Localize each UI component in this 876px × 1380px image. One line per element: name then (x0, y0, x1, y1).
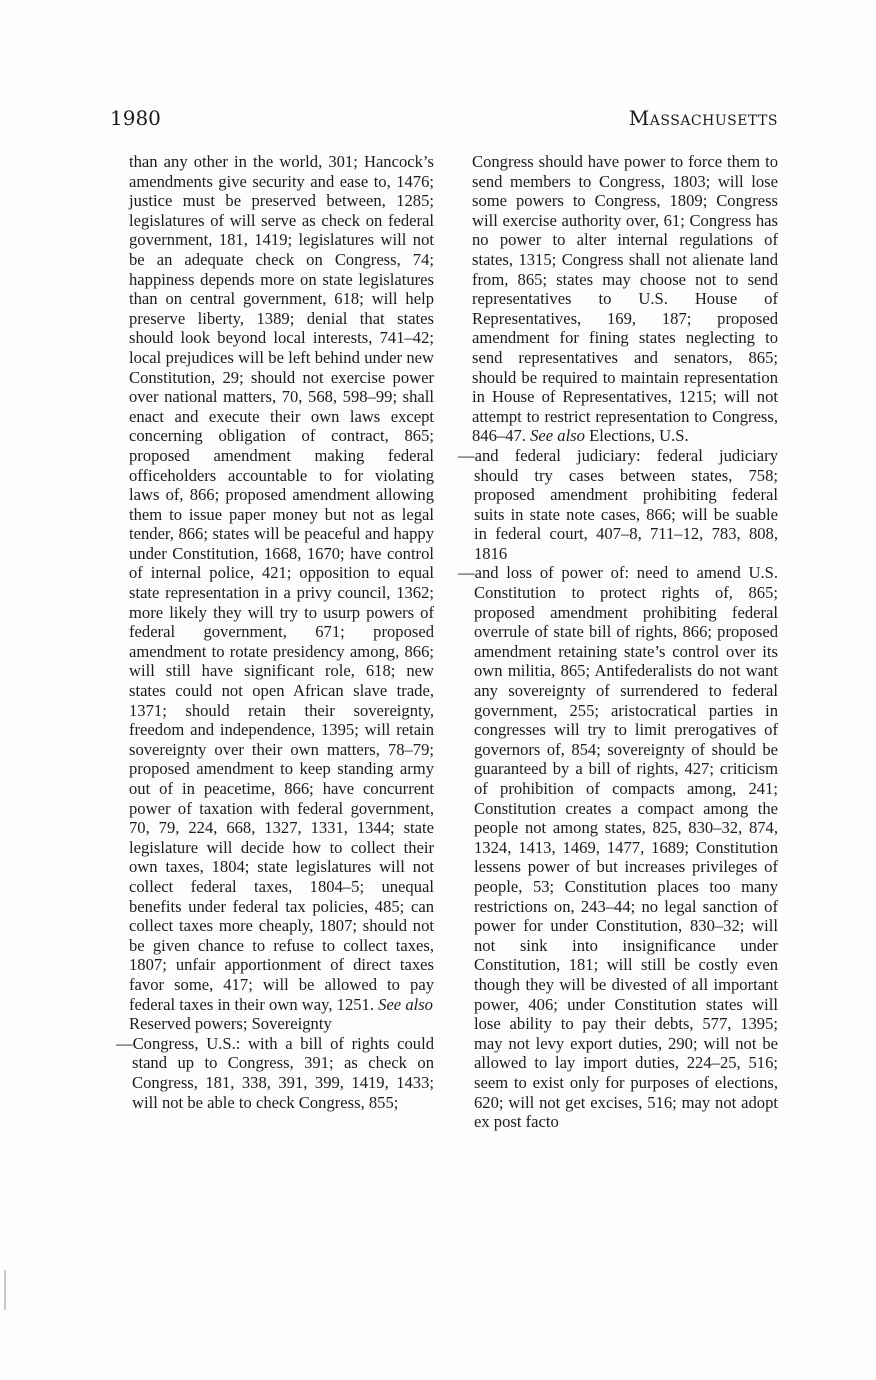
section-title: Massachusetts (628, 106, 778, 130)
running-head (110, 106, 778, 136)
see-also-reference: Elections, U.S. (589, 426, 689, 446)
index-subentry-congress: —Congress, U.S.: with a bill of rights could stand up to Congress, 391; as check on Congress, 181, 338, 391, 399, 1419, 1433; will not be able to check Congress, 855; (116, 1033, 434, 1112)
entry-text: Congress should have power to force them to send members to Congress, 1803; will lose some powers to Congress, 1809; Congress will exercise authority over, 61; Congress has no power to alter internal regulations of states, 1315; Congress shall not alienate land from, 865; states may choose not to send representatives to U.S. House of Representatives, 169, 187; proposed amendment for fining states neglecting to send representatives and senators, 865; should be required to maintain representation in House of Representatives, 1215; will not attempt to restrict representation to Congress, 846–47. (472, 152, 778, 446)
entry-text: than any other in the world, 301; Hancock’s amendments give security and ease to, 1476; justice must be preserved between, 1285; legislatures of will serve as check on federal government, 181, 1419; legislatures will not be an adequate check on Congress, 74; happiness depends more on state legislatures than on central government, 618; will help preserve liberty, 1389; denial that states should look beyond local interests, 741–42; local prejudices will be left behind under new Constitution, 29; should not exercise power over national matters, 70, 568, 598–99; shall enact and execute their own laws except concerning obligation of contract, 865; proposed amendment making federal officeholders accountable to for violating laws of, 866; proposed amendment allowing them to issue paper money but not as legal tender, 866; states will be peaceful and happy under Constitution, 1668, 1670; have control of internal police, 421; opposition to equal state representation in a privy council, 1362; more likely they will try to usurp powers of federal government, 671; proposed amendment to rotate presidency among, 866; will still have significant role, 618; new states could not open African slave trade, 1371; should retain their sovereignty, freedom and independence, 1395; will retain sovereignty over their own matters, 78–79; proposed amendment to keep standing army out of in peacetime, 866; have concurrent power of taxation with federal government, 70, 79, 224, 668, 1327, 1331, 1344; state legislature will decide how to collect their own taxes, 1804; state legislatures will not collect federal taxes, 1804–5; unequal benefits under federal tax policies, 485; can collect taxes more cheaply, 1807; should not be given chance to refuse to collect taxes, 1807; unfair apportionment of direct taxes favor some, 417; will be allowed to pay federal taxes in their own way, 1251. (129, 152, 434, 1014)
right-column (458, 152, 778, 1132)
index-entry-continuation (116, 152, 434, 1034)
see-also-reference: Reserved powers; Sovereignty (129, 1014, 332, 1034)
see-also-label: See also (378, 994, 433, 1014)
see-also-label: See also (530, 426, 585, 446)
left-column (116, 152, 434, 1112)
index-subentry-loss-of-power: —and loss of power of: need to amend U.S. Constitution to protect rights of, 865; proposed amendment prohibiting federal overrule of state bill of rights, 866; proposed amendment retaining state’s control over its own militia, 865; Antifederalists do not want any sovereignty of surrendered to federal government, 255; aristocratical parties in congresses will try to limit prerogatives of governors of, 854; sovereignty of should be guaranteed by a bill of rights, 427; criticism of prohibition of compacts among, 241; Constitution creates a compact among the people not among states, 825, 830–32, 874, 1324, 1413, 1469, 1477, 1689; Constitution lessens power of but increases privileges of people, 53; Constitution places too many restrictions on, 243–44; no legal sanction of power for under Constitution, 830–32; will not sink into insignificance under Constitution, 181; will still be costly even though they will be divested of all important power, 406; under Constitution states will lose ability to pay their debts, 577, 1395; may not levy export duties, 290; will not be allowed to lay import duties, 224–25, 516; seem to exist only for purposes of elections, 620; will not get excises, 516; may not adopt ex post facto (458, 563, 778, 1132)
scan-edge-mark (4, 1270, 6, 1310)
page-number: 1980 (110, 106, 161, 130)
index-subentry-federal-judiciary: —and federal judiciary: federal judiciary should try cases between states, 758; proposed amendment prohibiting federal suits in state note cases, 866; will be suable in federal court, 407–8, 711–12, 783, 808, 1816 (458, 445, 778, 563)
index-entry-continuation (458, 152, 778, 446)
